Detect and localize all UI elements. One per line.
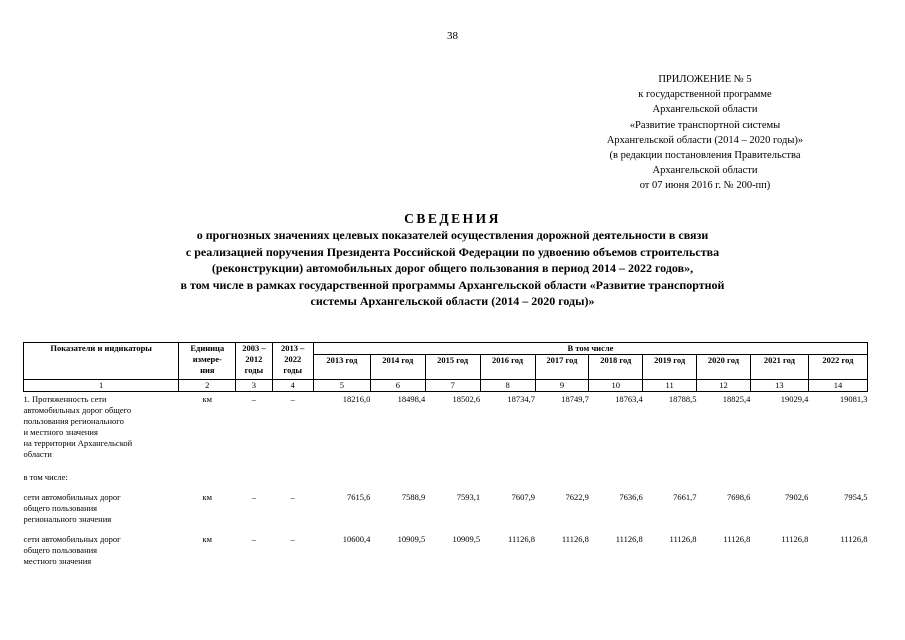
row-value: 18502,6 xyxy=(452,394,481,404)
column-number: 4 xyxy=(272,380,313,392)
header-year: 2016 год xyxy=(480,355,535,380)
title-line: о прогнозных значениях целевых показателей осуществления дорожной деятельности в связи xyxy=(196,228,709,242)
row-value: 11126,8 xyxy=(561,534,589,544)
row-value: 11126,8 xyxy=(669,534,697,544)
row-label-line: общего пользования xyxy=(23,545,98,555)
row-label-line: общего пользования xyxy=(23,503,98,513)
appendix-line: ПРИЛОЖЕНИЕ № 5 xyxy=(658,74,752,85)
row-label xyxy=(24,490,179,532)
row-value: 11126,8 xyxy=(781,534,809,544)
row-value: 7588,9 xyxy=(401,492,426,502)
row-unit: км xyxy=(202,534,213,544)
header-unit xyxy=(179,343,236,380)
header-year: 2020 год xyxy=(697,355,751,380)
column-number: 6 xyxy=(370,380,425,392)
row-label-line: в том числе: xyxy=(23,472,68,482)
row-period-2013-2022: – xyxy=(290,534,295,544)
row-period-2013-2022: – xyxy=(290,492,295,502)
row-value: 18763,4 xyxy=(615,394,643,404)
appendix-block xyxy=(555,72,855,194)
title-line: в том числе в рамках государственной программы Архангельской области «Развитие транспортной xyxy=(180,277,725,292)
header-year: 2022 год xyxy=(808,355,867,380)
row-label xyxy=(24,472,868,490)
appendix-line: Архангельской области xyxy=(652,104,758,116)
appendix-line: «Развитие транспортной системы xyxy=(629,119,781,131)
header-row xyxy=(24,343,868,355)
row-label-line: 1. Протяженность сети xyxy=(23,394,107,404)
row-label-line: сети автомобильных дорог xyxy=(23,492,121,502)
row-label-line: области xyxy=(23,449,52,459)
row-value: 18825,4 xyxy=(722,394,751,404)
row-label-line: пользования регионального xyxy=(23,416,124,426)
title-line: с реализацией поручения Президента Российской Федерации по удвоению объемов строительства xyxy=(185,244,720,259)
appendix-line: (в редакции постановления Правительства xyxy=(609,150,801,162)
row-value: 7954,5 xyxy=(844,492,868,502)
title-line: системы Архангельской области (2014 – 2020 годы)» xyxy=(310,294,595,309)
row-value: 7661,7 xyxy=(673,492,697,502)
row-value: 18216,0 xyxy=(342,394,371,404)
header-period-line: годы xyxy=(283,365,303,375)
row-label-line: автомобильных дорог общего xyxy=(23,405,132,415)
header-period-line: 2022 xyxy=(284,354,302,364)
header-year: 2014 год xyxy=(370,355,425,380)
row-unit: км xyxy=(202,492,213,502)
row-value: 11126,8 xyxy=(615,534,643,544)
header-year: 2018 год xyxy=(589,355,643,380)
column-numbers-row xyxy=(24,380,868,392)
row-value: 10909,5 xyxy=(397,534,426,544)
row-period-2003-2012: – xyxy=(251,534,257,544)
row-value: 18749,7 xyxy=(561,394,589,404)
header-unit-line: измере- xyxy=(192,354,222,364)
header-indicators: Показатели и индикаторы xyxy=(24,343,179,380)
row-unit: км xyxy=(202,394,213,404)
column-number: 10 xyxy=(589,380,643,392)
table-row xyxy=(24,490,868,532)
row-value: 11126,8 xyxy=(723,534,751,544)
table-row xyxy=(24,532,868,574)
header-period-2003-2012 xyxy=(236,343,272,380)
row-value: 7636,6 xyxy=(619,492,643,502)
appendix-line: от 07 июня 2016 г. № 200-пп) xyxy=(639,180,771,192)
header-period-2013-2022 xyxy=(272,343,313,380)
column-number: 14 xyxy=(808,380,867,392)
header-period-line: 2003 – xyxy=(242,343,266,353)
row-label-line: местного значения xyxy=(23,556,92,566)
table-row xyxy=(24,392,868,473)
header-period-line: 2012 xyxy=(245,354,263,364)
row-value: 10909,5 xyxy=(452,534,481,544)
header-unit-line: Единица xyxy=(190,343,225,353)
header-including: В том числе xyxy=(313,343,867,355)
row-label-line: и местного значения xyxy=(23,427,98,437)
column-number: 12 xyxy=(697,380,751,392)
row-label-line: сети автомобильных дорог xyxy=(23,534,121,544)
column-number: 3 xyxy=(236,380,272,392)
row-period-2013-2022: – xyxy=(290,394,295,404)
column-number: 11 xyxy=(643,380,697,392)
header-year: 2013 год xyxy=(313,355,370,380)
column-number: 13 xyxy=(750,380,808,392)
row-value: 18498,4 xyxy=(397,394,426,404)
header-period-line: 2013 – xyxy=(281,343,305,353)
column-number: 9 xyxy=(535,380,589,392)
column-number: 8 xyxy=(480,380,535,392)
appendix-line: Архангельской области (2014 – 2020 годы)» xyxy=(606,134,804,146)
column-number: 1 xyxy=(24,380,179,392)
header-year: 2019 год xyxy=(643,355,697,380)
header-year: 2021 год xyxy=(750,355,808,380)
header-unit-line: ния xyxy=(200,365,215,375)
row-label xyxy=(24,392,179,473)
row-period-2003-2012: – xyxy=(251,394,257,404)
row-value: 7615,6 xyxy=(347,492,371,502)
document-title xyxy=(0,210,905,310)
row-value: 19029,4 xyxy=(780,394,809,404)
row-value: 7622,9 xyxy=(565,492,589,502)
indicators-table xyxy=(23,342,868,574)
row-value: 18788,5 xyxy=(668,394,697,404)
column-number: 5 xyxy=(313,380,370,392)
row-value: 18734,7 xyxy=(507,394,536,404)
header-year: 2017 год xyxy=(535,355,589,380)
row-value: 19081,3 xyxy=(839,394,868,404)
row-label-line: регионального значения xyxy=(23,514,112,524)
title-line: (реконструкции) автомобильных дорог общего пользования в период 2014 – 2022 годов», xyxy=(211,261,694,276)
row-label xyxy=(24,532,179,574)
row-period-2003-2012: – xyxy=(251,492,257,502)
title-main: СВЕДЕНИЯ xyxy=(404,211,501,226)
column-number: 2 xyxy=(179,380,236,392)
row-value: 11126,8 xyxy=(508,534,536,544)
row-value: 7593,1 xyxy=(456,492,481,502)
appendix-line: к государственной программе xyxy=(638,89,772,101)
appendix-line: Архангельской области xyxy=(652,165,758,177)
row-value: 7902,6 xyxy=(785,492,809,502)
row-label-line: на территории Архангельской xyxy=(23,438,133,448)
header-year: 2015 год xyxy=(425,355,480,380)
page-number: 38 xyxy=(447,30,458,42)
row-value: 10600,4 xyxy=(342,534,371,544)
row-value: 7698,6 xyxy=(727,492,751,502)
table-row xyxy=(24,472,868,490)
row-value: 7607,9 xyxy=(511,492,536,502)
header-period-line: годы xyxy=(244,365,264,375)
column-number: 7 xyxy=(425,380,480,392)
row-value: 11126,8 xyxy=(840,534,868,544)
